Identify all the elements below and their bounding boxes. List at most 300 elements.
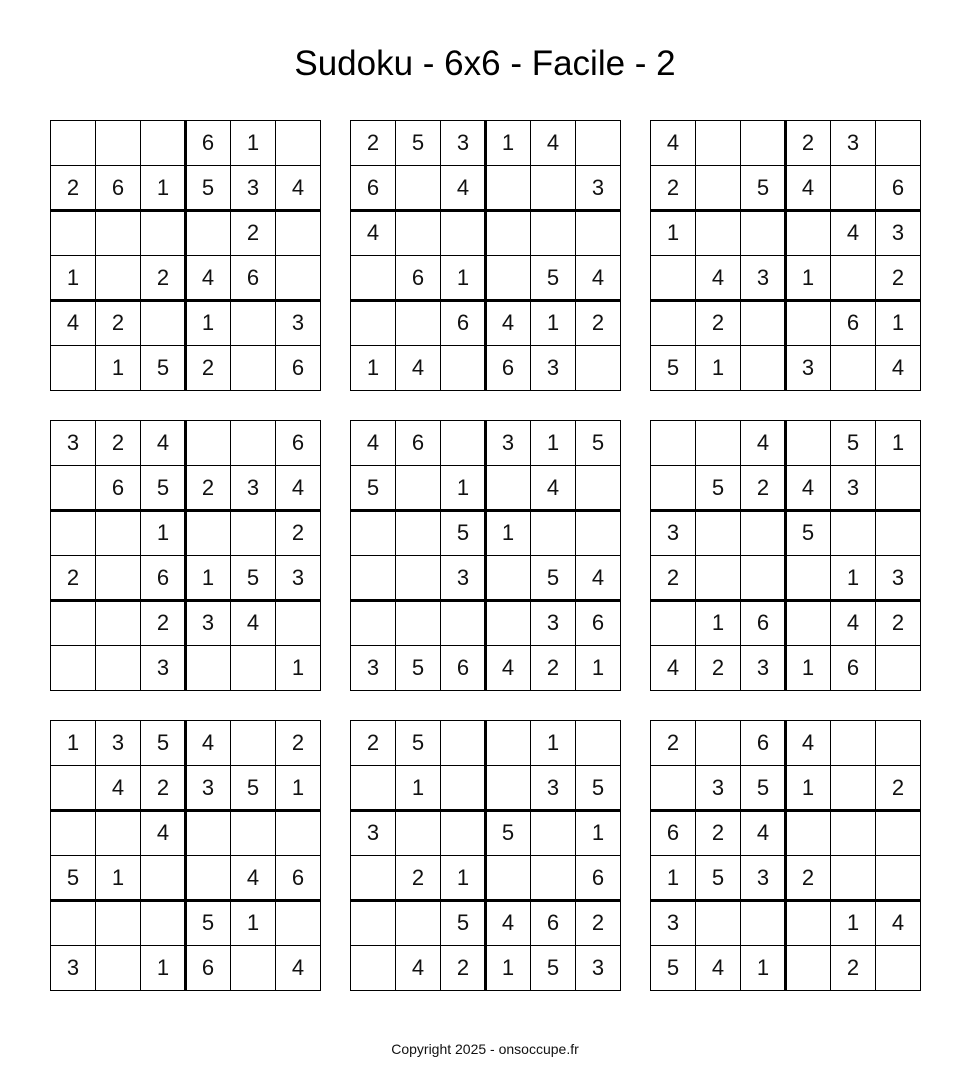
- sudoku-cell[interactable]: 1: [531, 301, 576, 346]
- sudoku-cell[interactable]: 5: [396, 721, 441, 766]
- sudoku-cell[interactable]: [96, 211, 141, 256]
- sudoku-cell[interactable]: 4: [186, 256, 231, 301]
- sudoku-cell[interactable]: [96, 556, 141, 601]
- sudoku-cell[interactable]: [96, 256, 141, 301]
- sudoku-cell[interactable]: [441, 421, 486, 466]
- sudoku-cell[interactable]: [396, 556, 441, 601]
- sudoku-cell[interactable]: 4: [276, 466, 321, 511]
- sudoku-cell[interactable]: 4: [576, 256, 621, 301]
- sudoku-cell[interactable]: [786, 811, 831, 856]
- sudoku-cell[interactable]: [96, 601, 141, 646]
- sudoku-cell[interactable]: 5: [441, 511, 486, 556]
- sudoku-cell[interactable]: [741, 346, 786, 391]
- sudoku-cell[interactable]: 3: [141, 646, 186, 691]
- sudoku-cell[interactable]: [186, 646, 231, 691]
- sudoku-cell[interactable]: [576, 721, 621, 766]
- sudoku-cell[interactable]: [876, 946, 921, 991]
- sudoku-cell[interactable]: [651, 766, 696, 811]
- sudoku-cell[interactable]: 2: [96, 301, 141, 346]
- sudoku-cell[interactable]: [531, 856, 576, 901]
- sudoku-cell[interactable]: 4: [786, 721, 831, 766]
- sudoku-cell[interactable]: 6: [231, 256, 276, 301]
- sudoku-cell[interactable]: 1: [831, 901, 876, 946]
- sudoku-cell[interactable]: [351, 856, 396, 901]
- sudoku-cell[interactable]: [741, 556, 786, 601]
- sudoku-cell[interactable]: 6: [741, 721, 786, 766]
- sudoku-cell[interactable]: 2: [51, 556, 96, 601]
- sudoku-cell[interactable]: 3: [741, 646, 786, 691]
- sudoku-cell[interactable]: [396, 301, 441, 346]
- sudoku-cell[interactable]: 4: [741, 811, 786, 856]
- sudoku-cell[interactable]: [531, 211, 576, 256]
- sudoku-cell[interactable]: 3: [876, 211, 921, 256]
- sudoku-cell[interactable]: 1: [441, 466, 486, 511]
- sudoku-cell[interactable]: 1: [486, 121, 531, 166]
- sudoku-cell[interactable]: [141, 211, 186, 256]
- sudoku-cell[interactable]: 1: [786, 646, 831, 691]
- sudoku-cell[interactable]: 4: [786, 166, 831, 211]
- sudoku-cell[interactable]: [786, 421, 831, 466]
- sudoku-cell[interactable]: [396, 901, 441, 946]
- sudoku-cell[interactable]: 1: [486, 946, 531, 991]
- sudoku-cell[interactable]: 4: [741, 421, 786, 466]
- sudoku-cell[interactable]: 1: [831, 556, 876, 601]
- sudoku-cell[interactable]: 2: [351, 121, 396, 166]
- sudoku-cell[interactable]: [351, 766, 396, 811]
- sudoku-cell[interactable]: [831, 511, 876, 556]
- sudoku-cell[interactable]: [96, 811, 141, 856]
- sudoku-cell[interactable]: [51, 211, 96, 256]
- sudoku-cell[interactable]: 5: [141, 466, 186, 511]
- sudoku-cell[interactable]: 3: [96, 721, 141, 766]
- sudoku-cell[interactable]: 1: [186, 556, 231, 601]
- sudoku-cell[interactable]: 1: [141, 946, 186, 991]
- sudoku-cell[interactable]: [51, 601, 96, 646]
- sudoku-cell[interactable]: 3: [51, 946, 96, 991]
- sudoku-cell[interactable]: [486, 256, 531, 301]
- sudoku-cell[interactable]: 6: [186, 946, 231, 991]
- sudoku-cell[interactable]: [231, 646, 276, 691]
- sudoku-cell[interactable]: 5: [396, 646, 441, 691]
- sudoku-cell[interactable]: 3: [186, 766, 231, 811]
- sudoku-cell[interactable]: 6: [96, 166, 141, 211]
- sudoku-cell[interactable]: [351, 946, 396, 991]
- sudoku-cell[interactable]: [486, 766, 531, 811]
- sudoku-cell[interactable]: 2: [696, 811, 741, 856]
- sudoku-cell[interactable]: 1: [96, 346, 141, 391]
- sudoku-cell[interactable]: 2: [396, 856, 441, 901]
- sudoku-cell[interactable]: 5: [231, 556, 276, 601]
- sudoku-cell[interactable]: 2: [186, 346, 231, 391]
- sudoku-cell[interactable]: [576, 346, 621, 391]
- sudoku-cell[interactable]: 5: [141, 721, 186, 766]
- sudoku-cell[interactable]: 2: [741, 466, 786, 511]
- sudoku-cell[interactable]: [696, 421, 741, 466]
- sudoku-cell[interactable]: 4: [96, 766, 141, 811]
- sudoku-cell[interactable]: 1: [576, 811, 621, 856]
- sudoku-cell[interactable]: [141, 121, 186, 166]
- sudoku-cell[interactable]: 3: [786, 346, 831, 391]
- sudoku-cell[interactable]: [186, 211, 231, 256]
- sudoku-cell[interactable]: 4: [276, 166, 321, 211]
- sudoku-cell[interactable]: [576, 211, 621, 256]
- sudoku-cell[interactable]: [231, 811, 276, 856]
- sudoku-cell[interactable]: 4: [141, 421, 186, 466]
- sudoku-cell[interactable]: [486, 721, 531, 766]
- sudoku-cell[interactable]: [231, 301, 276, 346]
- sudoku-cell[interactable]: [351, 256, 396, 301]
- sudoku-cell[interactable]: [786, 601, 831, 646]
- sudoku-cell[interactable]: [396, 511, 441, 556]
- sudoku-cell[interactable]: 5: [831, 421, 876, 466]
- sudoku-cell[interactable]: [351, 511, 396, 556]
- sudoku-cell[interactable]: 1: [651, 856, 696, 901]
- sudoku-cell[interactable]: [186, 811, 231, 856]
- sudoku-cell[interactable]: [441, 766, 486, 811]
- sudoku-cell[interactable]: 5: [576, 421, 621, 466]
- sudoku-cell[interactable]: [276, 121, 321, 166]
- sudoku-cell[interactable]: 6: [396, 421, 441, 466]
- sudoku-cell[interactable]: [876, 121, 921, 166]
- sudoku-cell[interactable]: [51, 766, 96, 811]
- sudoku-cell[interactable]: 4: [186, 721, 231, 766]
- sudoku-cell[interactable]: [276, 601, 321, 646]
- sudoku-cell[interactable]: 2: [276, 721, 321, 766]
- sudoku-cell[interactable]: 6: [351, 166, 396, 211]
- sudoku-cell[interactable]: 3: [351, 811, 396, 856]
- sudoku-cell[interactable]: [696, 511, 741, 556]
- sudoku-cell[interactable]: [576, 121, 621, 166]
- sudoku-cell[interactable]: 5: [351, 466, 396, 511]
- sudoku-cell[interactable]: [831, 166, 876, 211]
- sudoku-cell[interactable]: [876, 811, 921, 856]
- sudoku-cell[interactable]: [486, 211, 531, 256]
- sudoku-cell[interactable]: 4: [786, 466, 831, 511]
- sudoku-cell[interactable]: [96, 511, 141, 556]
- sudoku-cell[interactable]: 1: [276, 646, 321, 691]
- sudoku-cell[interactable]: 6: [831, 646, 876, 691]
- sudoku-cell[interactable]: [96, 646, 141, 691]
- sudoku-cell[interactable]: 6: [396, 256, 441, 301]
- sudoku-cell[interactable]: [396, 811, 441, 856]
- sudoku-cell[interactable]: 3: [441, 556, 486, 601]
- sudoku-cell[interactable]: 6: [486, 346, 531, 391]
- sudoku-cell[interactable]: 2: [231, 211, 276, 256]
- sudoku-cell[interactable]: 2: [141, 256, 186, 301]
- sudoku-cell[interactable]: 2: [96, 421, 141, 466]
- sudoku-cell[interactable]: [576, 511, 621, 556]
- sudoku-cell[interactable]: 4: [576, 556, 621, 601]
- sudoku-cell[interactable]: 4: [531, 121, 576, 166]
- sudoku-cell[interactable]: 5: [141, 346, 186, 391]
- sudoku-cell[interactable]: [51, 121, 96, 166]
- sudoku-cell[interactable]: 1: [786, 766, 831, 811]
- sudoku-cell[interactable]: [231, 721, 276, 766]
- sudoku-cell[interactable]: 2: [141, 601, 186, 646]
- sudoku-cell[interactable]: 5: [51, 856, 96, 901]
- sudoku-cell[interactable]: 4: [651, 646, 696, 691]
- sudoku-cell[interactable]: [276, 211, 321, 256]
- sudoku-cell[interactable]: [51, 346, 96, 391]
- sudoku-cell[interactable]: 2: [51, 166, 96, 211]
- sudoku-cell[interactable]: 3: [441, 121, 486, 166]
- sudoku-cell[interactable]: 5: [696, 466, 741, 511]
- sudoku-cell[interactable]: 2: [876, 601, 921, 646]
- sudoku-cell[interactable]: [276, 811, 321, 856]
- sudoku-cell[interactable]: [831, 721, 876, 766]
- sudoku-cell[interactable]: 4: [141, 811, 186, 856]
- sudoku-cell[interactable]: 1: [396, 766, 441, 811]
- sudoku-cell[interactable]: [186, 421, 231, 466]
- sudoku-cell[interactable]: 3: [231, 466, 276, 511]
- sudoku-cell[interactable]: 4: [696, 946, 741, 991]
- sudoku-cell[interactable]: 3: [651, 511, 696, 556]
- sudoku-cell[interactable]: [96, 121, 141, 166]
- sudoku-cell[interactable]: 6: [276, 346, 321, 391]
- sudoku-cell[interactable]: 3: [51, 421, 96, 466]
- sudoku-cell[interactable]: 4: [486, 901, 531, 946]
- sudoku-cell[interactable]: 3: [741, 256, 786, 301]
- sudoku-cell[interactable]: [651, 301, 696, 346]
- sudoku-cell[interactable]: 2: [786, 856, 831, 901]
- sudoku-cell[interactable]: 5: [531, 256, 576, 301]
- sudoku-cell[interactable]: 1: [441, 856, 486, 901]
- sudoku-cell[interactable]: 1: [231, 901, 276, 946]
- sudoku-cell[interactable]: 1: [96, 856, 141, 901]
- sudoku-cell[interactable]: 5: [231, 766, 276, 811]
- sudoku-cell[interactable]: [741, 121, 786, 166]
- sudoku-cell[interactable]: [831, 811, 876, 856]
- sudoku-cell[interactable]: 6: [186, 121, 231, 166]
- sudoku-cell[interactable]: [696, 721, 741, 766]
- sudoku-cell[interactable]: [651, 256, 696, 301]
- sudoku-cell[interactable]: [141, 901, 186, 946]
- sudoku-cell[interactable]: 3: [486, 421, 531, 466]
- sudoku-cell[interactable]: [696, 166, 741, 211]
- sudoku-cell[interactable]: [231, 946, 276, 991]
- sudoku-cell[interactable]: 4: [876, 901, 921, 946]
- sudoku-cell[interactable]: 4: [231, 856, 276, 901]
- sudoku-cell[interactable]: [141, 301, 186, 346]
- sudoku-cell[interactable]: [186, 511, 231, 556]
- sudoku-cell[interactable]: 5: [531, 946, 576, 991]
- sudoku-cell[interactable]: 2: [696, 301, 741, 346]
- sudoku-cell[interactable]: [741, 511, 786, 556]
- sudoku-cell[interactable]: 3: [696, 766, 741, 811]
- sudoku-cell[interactable]: [831, 256, 876, 301]
- sudoku-cell[interactable]: 6: [276, 421, 321, 466]
- sudoku-cell[interactable]: 2: [441, 946, 486, 991]
- sudoku-cell[interactable]: 3: [876, 556, 921, 601]
- sudoku-cell[interactable]: 5: [651, 346, 696, 391]
- sudoku-cell[interactable]: [231, 346, 276, 391]
- sudoku-cell[interactable]: [51, 646, 96, 691]
- sudoku-cell[interactable]: 2: [651, 721, 696, 766]
- sudoku-cell[interactable]: 4: [396, 946, 441, 991]
- sudoku-cell[interactable]: 3: [231, 166, 276, 211]
- sudoku-cell[interactable]: 5: [741, 166, 786, 211]
- sudoku-cell[interactable]: [531, 511, 576, 556]
- sudoku-cell[interactable]: 5: [396, 121, 441, 166]
- sudoku-cell[interactable]: [231, 421, 276, 466]
- sudoku-cell[interactable]: 3: [276, 301, 321, 346]
- sudoku-cell[interactable]: 5: [186, 901, 231, 946]
- sudoku-cell[interactable]: 1: [876, 421, 921, 466]
- sudoku-cell[interactable]: [696, 556, 741, 601]
- sudoku-cell[interactable]: [786, 301, 831, 346]
- sudoku-cell[interactable]: 6: [276, 856, 321, 901]
- sudoku-cell[interactable]: 5: [741, 766, 786, 811]
- sudoku-cell[interactable]: [51, 511, 96, 556]
- sudoku-cell[interactable]: 1: [651, 211, 696, 256]
- sudoku-cell[interactable]: [696, 901, 741, 946]
- sudoku-cell[interactable]: 2: [576, 901, 621, 946]
- sudoku-cell[interactable]: 3: [531, 601, 576, 646]
- sudoku-cell[interactable]: [441, 211, 486, 256]
- sudoku-cell[interactable]: 4: [441, 166, 486, 211]
- sudoku-cell[interactable]: [51, 811, 96, 856]
- sudoku-cell[interactable]: 4: [696, 256, 741, 301]
- sudoku-cell[interactable]: [576, 466, 621, 511]
- sudoku-cell[interactable]: 3: [831, 121, 876, 166]
- sudoku-cell[interactable]: [276, 901, 321, 946]
- sudoku-cell[interactable]: 2: [651, 166, 696, 211]
- sudoku-cell[interactable]: 6: [141, 556, 186, 601]
- sudoku-cell[interactable]: [396, 166, 441, 211]
- sudoku-cell[interactable]: 6: [531, 901, 576, 946]
- sudoku-cell[interactable]: [696, 121, 741, 166]
- sudoku-cell[interactable]: 4: [231, 601, 276, 646]
- sudoku-cell[interactable]: 1: [876, 301, 921, 346]
- sudoku-cell[interactable]: 4: [831, 211, 876, 256]
- sudoku-cell[interactable]: [831, 766, 876, 811]
- sudoku-cell[interactable]: [696, 211, 741, 256]
- sudoku-cell[interactable]: 1: [51, 721, 96, 766]
- sudoku-cell[interactable]: [876, 646, 921, 691]
- sudoku-cell[interactable]: [351, 301, 396, 346]
- sudoku-cell[interactable]: 6: [831, 301, 876, 346]
- sudoku-cell[interactable]: 3: [576, 946, 621, 991]
- sudoku-cell[interactable]: 1: [51, 256, 96, 301]
- sudoku-cell[interactable]: [486, 601, 531, 646]
- sudoku-cell[interactable]: 5: [186, 166, 231, 211]
- sudoku-cell[interactable]: [351, 556, 396, 601]
- sudoku-cell[interactable]: [276, 256, 321, 301]
- sudoku-cell[interactable]: 1: [486, 511, 531, 556]
- sudoku-cell[interactable]: 2: [576, 301, 621, 346]
- sudoku-cell[interactable]: 3: [531, 766, 576, 811]
- sudoku-cell[interactable]: 1: [186, 301, 231, 346]
- sudoku-cell[interactable]: [531, 166, 576, 211]
- sudoku-cell[interactable]: 5: [576, 766, 621, 811]
- sudoku-cell[interactable]: 3: [531, 346, 576, 391]
- sudoku-cell[interactable]: 1: [531, 721, 576, 766]
- sudoku-cell[interactable]: 4: [876, 346, 921, 391]
- sudoku-cell[interactable]: [876, 721, 921, 766]
- sudoku-cell[interactable]: 4: [531, 466, 576, 511]
- sudoku-cell[interactable]: [831, 856, 876, 901]
- sudoku-cell[interactable]: [786, 211, 831, 256]
- sudoku-cell[interactable]: [96, 946, 141, 991]
- sudoku-cell[interactable]: [486, 856, 531, 901]
- sudoku-cell[interactable]: [441, 346, 486, 391]
- sudoku-cell[interactable]: 1: [141, 166, 186, 211]
- sudoku-cell[interactable]: 6: [741, 601, 786, 646]
- sudoku-cell[interactable]: 2: [876, 256, 921, 301]
- sudoku-cell[interactable]: 3: [276, 556, 321, 601]
- sudoku-cell[interactable]: 6: [576, 856, 621, 901]
- sudoku-cell[interactable]: [651, 601, 696, 646]
- sudoku-cell[interactable]: [441, 721, 486, 766]
- sudoku-cell[interactable]: 1: [531, 421, 576, 466]
- sudoku-cell[interactable]: [186, 856, 231, 901]
- sudoku-cell[interactable]: 2: [786, 121, 831, 166]
- sudoku-cell[interactable]: 5: [486, 811, 531, 856]
- sudoku-cell[interactable]: 1: [786, 256, 831, 301]
- sudoku-cell[interactable]: 2: [651, 556, 696, 601]
- sudoku-cell[interactable]: 1: [696, 601, 741, 646]
- sudoku-cell[interactable]: 1: [231, 121, 276, 166]
- sudoku-cell[interactable]: 6: [876, 166, 921, 211]
- sudoku-cell[interactable]: [396, 211, 441, 256]
- sudoku-cell[interactable]: 6: [96, 466, 141, 511]
- sudoku-cell[interactable]: 1: [351, 346, 396, 391]
- sudoku-cell[interactable]: 6: [576, 601, 621, 646]
- sudoku-cell[interactable]: 4: [831, 601, 876, 646]
- sudoku-cell[interactable]: 5: [651, 946, 696, 991]
- sudoku-cell[interactable]: 2: [531, 646, 576, 691]
- sudoku-cell[interactable]: 5: [696, 856, 741, 901]
- sudoku-cell[interactable]: 2: [876, 766, 921, 811]
- sudoku-cell[interactable]: [876, 466, 921, 511]
- sudoku-cell[interactable]: [486, 166, 531, 211]
- sudoku-cell[interactable]: [531, 811, 576, 856]
- sudoku-cell[interactable]: [786, 901, 831, 946]
- sudoku-cell[interactable]: 3: [351, 646, 396, 691]
- sudoku-cell[interactable]: [396, 601, 441, 646]
- sudoku-cell[interactable]: [786, 946, 831, 991]
- sudoku-cell[interactable]: 5: [441, 901, 486, 946]
- sudoku-cell[interactable]: 4: [486, 646, 531, 691]
- sudoku-cell[interactable]: [741, 301, 786, 346]
- sudoku-cell[interactable]: 6: [651, 811, 696, 856]
- sudoku-cell[interactable]: 4: [351, 421, 396, 466]
- sudoku-cell[interactable]: [51, 901, 96, 946]
- sudoku-cell[interactable]: 3: [186, 601, 231, 646]
- sudoku-cell[interactable]: 4: [51, 301, 96, 346]
- sudoku-cell[interactable]: 2: [351, 721, 396, 766]
- sudoku-cell[interactable]: [231, 511, 276, 556]
- sudoku-cell[interactable]: 3: [741, 856, 786, 901]
- sudoku-cell[interactable]: 2: [831, 946, 876, 991]
- sudoku-cell[interactable]: 1: [696, 346, 741, 391]
- sudoku-cell[interactable]: [141, 856, 186, 901]
- sudoku-cell[interactable]: [351, 901, 396, 946]
- sudoku-cell[interactable]: 3: [831, 466, 876, 511]
- sudoku-cell[interactable]: 4: [276, 946, 321, 991]
- sudoku-cell[interactable]: 4: [396, 346, 441, 391]
- sudoku-cell[interactable]: [876, 511, 921, 556]
- sudoku-cell[interactable]: 5: [786, 511, 831, 556]
- sudoku-cell[interactable]: 1: [741, 946, 786, 991]
- sudoku-cell[interactable]: 1: [276, 766, 321, 811]
- sudoku-cell[interactable]: [651, 466, 696, 511]
- sudoku-cell[interactable]: 2: [696, 646, 741, 691]
- sudoku-cell[interactable]: 3: [576, 166, 621, 211]
- sudoku-cell[interactable]: 1: [441, 256, 486, 301]
- sudoku-cell[interactable]: [486, 466, 531, 511]
- sudoku-cell[interactable]: [651, 421, 696, 466]
